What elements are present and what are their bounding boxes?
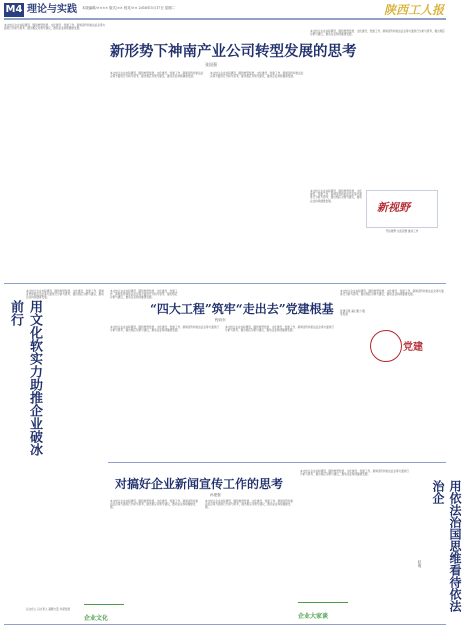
body-text: 本文结合企业实际情况，围绕转型发展、文化建设、党建工作、新闻宣传和依法治企等方面进行分析与思考，提出相应对策与建议，推动企业持续健康发展。 bbox=[225, 326, 334, 333]
body-text: 本文结合企业实际情况，围绕转型发展、文化建设、党建工作、新闻宣传和依法治企等方面进行分析与思考，提出相应对策与建议，推动企业持续健康发展。 bbox=[110, 326, 219, 333]
body-text: 本文结合企业实际情况，围绕转型发展、文化建设、党建工作、新闻宣传和依法治企等方面进行分析与思考，提出相应对策与建议，推动企业持续健康发展。 bbox=[110, 72, 204, 79]
header-rule bbox=[4, 18, 446, 20]
right-mid-column bbox=[340, 290, 445, 308]
right-vertical-title: 用依法治国思维看待依法治企 bbox=[431, 480, 462, 612]
party-building-badge bbox=[370, 330, 402, 362]
masthead-brand: 陕西工人报 bbox=[383, 3, 444, 17]
bottom-article-column-3 bbox=[300, 470, 410, 624]
left-bottom-caption: 以文化人 以文育人 凝聚力量 共谋发展 bbox=[26, 608, 70, 611]
center-article-author: 程向东 bbox=[215, 318, 226, 322]
body-text: 本文结合企业实际情况，围绕转型发展、文化建设、党建工作、新闻宣传和依法治企等方面进行分析与思考，提出相应对策与建议，推动企业持续健康发展。 bbox=[205, 500, 294, 510]
bottom-article-author: 孙建强 bbox=[210, 493, 221, 497]
section-divider-2 bbox=[108, 462, 446, 463]
center-article-column-2 bbox=[225, 326, 335, 460]
left-article-column bbox=[26, 290, 106, 615]
main-article-column-2 bbox=[210, 72, 305, 280]
enterprise-hall-logo-text: 企业大家谈 bbox=[298, 613, 329, 620]
right-article-author: 赵明 bbox=[418, 560, 422, 568]
body-text: 本文结合企业实际情况，围绕转型发展、文化建设、党建工作、新闻宣传和依法治企等方面进行分析与思考，提出相应对策与建议，推动企业持续健康发展。 bbox=[110, 500, 199, 510]
main-article-title: 新形势下神南产业公司转型发展的思考 bbox=[110, 43, 357, 60]
body-text: 本文结合企业实际情况，围绕转型发展、文化建设、党建工作、新闻宣传和依法治企等方面进行分析与思考，提出相应对策与建议，推动企业持续健康发展。 bbox=[110, 290, 178, 300]
header-meta: 本版编辑/×××× 版式/×× 校对/×× 2016年5月17日 星期二 bbox=[82, 6, 176, 10]
center-article-column-1 bbox=[110, 326, 220, 460]
main-article-author: 张国强 bbox=[205, 62, 217, 67]
culture-logo-text: 企业文化 bbox=[84, 615, 109, 622]
party-building-caption: 党建引领 凝心聚力 服务发展 bbox=[340, 310, 365, 317]
section-title: 理论与实践 bbox=[27, 4, 77, 15]
footer-rule bbox=[4, 624, 446, 625]
body-text: 本文结合企业实际情况，围绕转型发展、文化建设、党建工作、新闻宣传和依法治企等方面进行分析与思考，提出相应对策与建议，推动企业持续健康发展。 bbox=[340, 290, 444, 297]
section-divider-1 bbox=[4, 283, 446, 284]
right-upper-column bbox=[310, 190, 362, 282]
top-left-column bbox=[4, 24, 106, 280]
body-text: 本文结合企业实际情况，围绕转型发展、文化建设、党建工作、新闻宣传和依法治企等方面进行分析与思考，提出相应对策与建议，推动企业持续健康发展。 bbox=[310, 30, 445, 37]
body-text: 本文结合企业实际情况，围绕转型发展、文化建设、党建工作、新闻宣传和依法治企等方面进行分析与思考，提出相应对策与建议，推动企业持续健康发展。 bbox=[310, 190, 362, 203]
body-text: 本文结合企业实际情况，围绕转型发展、文化建设、党建工作、新闻宣传和依法治企等方面进行分析与思考，提出相应对策与建议，推动企业持续健康发展。 bbox=[300, 470, 409, 477]
body-text: 本文结合企业实际情况，围绕转型发展、文化建设、党建工作、新闻宣传和依法治企等方面进行分析与思考，提出相应对策与建议，推动企业持续健康发展。 bbox=[210, 72, 304, 79]
body-text: 本文结合企业实际情况，围绕转型发展、文化建设、党建工作、新闻宣传和依法治企等方面进行分析与思考，提出相应对策与建议，推动企业持续健康发展。 bbox=[4, 24, 106, 31]
new-vision-caption: 开拓视野 交流思想 推动工作 bbox=[385, 230, 419, 233]
left-vertical-title: 用文化软实力助推企业破冰前行 bbox=[8, 300, 42, 456]
bottom-article-column-2 bbox=[205, 500, 295, 624]
new-vision-badge bbox=[366, 190, 438, 228]
bottom-article-title: 对搞好企业新闻宣传工作的思考 bbox=[115, 477, 284, 491]
enterprise-hall-logo bbox=[298, 602, 348, 621]
main-article-column-1 bbox=[110, 72, 205, 280]
party-building-label: 党建 bbox=[403, 342, 423, 353]
body-text: 本文结合企业实际情况，围绕转型发展、文化建设、党建工作、新闻宣传和依法治企等方面进行分析与思考，提出相应对策与建议，推动企业持续健康发展。 bbox=[26, 290, 104, 300]
culture-logo bbox=[84, 604, 124, 623]
center-intro-column bbox=[110, 290, 180, 320]
main-article-column-3 bbox=[310, 30, 445, 185]
page-number-badge: M4 bbox=[5, 4, 23, 15]
new-vision-label: 新视野 bbox=[377, 201, 410, 214]
center-article-title: “四大工程”筑牢“走出去”党建根基 bbox=[150, 302, 334, 316]
